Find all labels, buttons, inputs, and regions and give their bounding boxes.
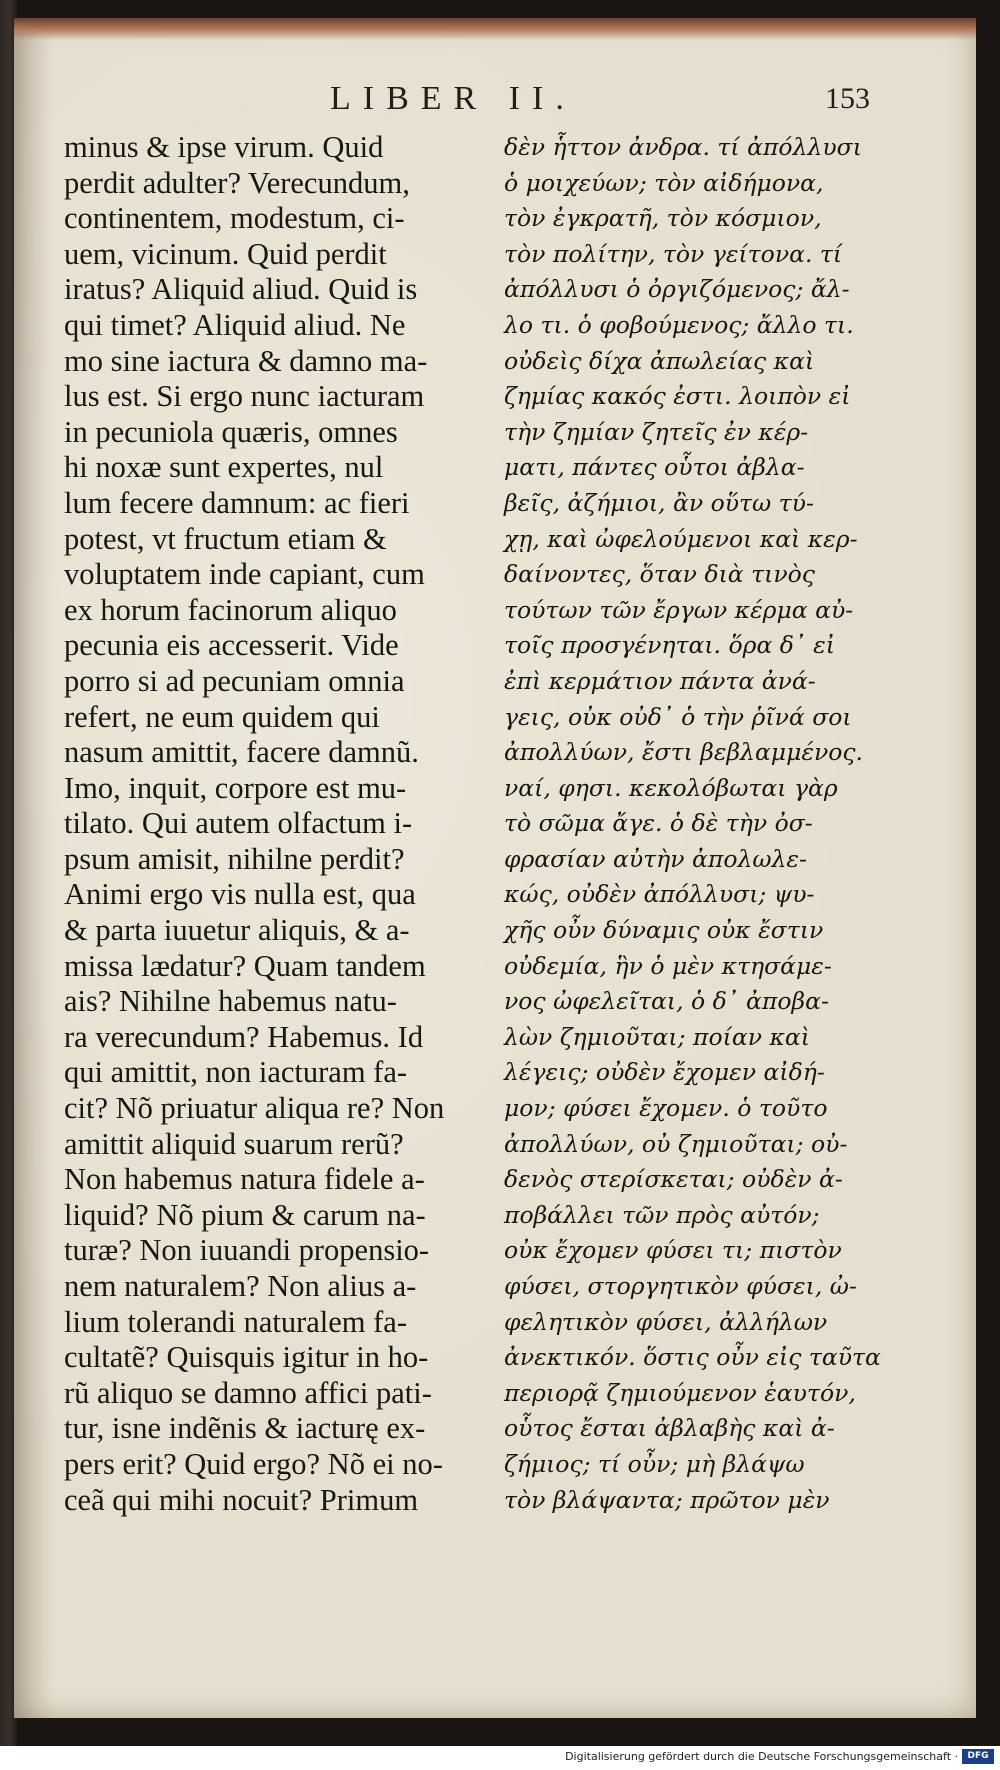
greek-text-line: λὼν ζημιοῦται; ποίαν καὶ <box>504 1022 810 1051</box>
latin-text-line: pers erit? Quid ergo? Nõ ei no- <box>64 1446 443 1481</box>
greek-text-line: τοῖς προσγένηται. ὅρα δ᾽ εἰ <box>504 631 835 660</box>
running-title: LIBER II. <box>330 80 576 117</box>
latin-text-line: minus & ipse virum. Quid <box>64 130 384 164</box>
latin-text-line: ra verecundum? Habemus. Id <box>64 1019 424 1054</box>
greek-text-line: λο τι. ὁ φοβούμενος; ἄλλο τι. <box>504 310 854 339</box>
greek-text-line: τὸν πολίτην, τὸν γείτονα. τί <box>504 239 843 268</box>
latin-text-line: refert, ne eum quidem qui <box>64 699 380 734</box>
greek-text-line: τούτων τῶν ἔργων κέρμα αὐ- <box>504 595 854 624</box>
greek-text-line: ἀπολλύων, ἔστι βεβλαμμένος. <box>504 738 864 767</box>
latin-text-line: mo sine iactura & damno ma- <box>64 343 428 378</box>
latin-text-line: qui amittit, non iacturam fa- <box>64 1055 408 1090</box>
greek-text-line: δὲν ἧττον ἀνδρα. τί ἀπόλλυσι <box>504 133 862 161</box>
greek-text-line: ἀνεκτικόν. ὅστις οὖν εἰς ταῦτα <box>504 1343 881 1372</box>
dfg-logo: DFG <box>962 1749 994 1764</box>
greek-text-line: ἐπὶ κερμάτιον πάντα ἀνά- <box>504 666 816 695</box>
greek-text-line: οὗτος ἔσται ἀβλαβὴς καὶ ἀ- <box>504 1414 835 1443</box>
greek-text-line: ἀπολλύων, οὐ ζημιοῦται; οὐ- <box>504 1129 848 1158</box>
greek-text-line: δενὸς στερίσκεται; οὐδὲν ἀ- <box>504 1165 843 1194</box>
latin-text-line: lum fecere damnum: ac fieri <box>64 485 410 520</box>
latin-text-line: nasum amittit, facere damnũ. <box>64 735 419 770</box>
greek-text-line: οὐκ ἔχομεν φύσει τι; πιστὸν <box>504 1236 842 1265</box>
greek-text-line: λέγεις; οὐδὲν ἔχομεν αἰδή- <box>504 1058 825 1087</box>
funding-credit: Digitalisierung gefördert durch die Deutsche Forschungsgemeinschaft · <box>565 1750 958 1763</box>
greek-text-line: χῆς οὖν δύναμις οὐκ ἔστιν <box>504 916 824 945</box>
latin-text-line: & parta iuuetur aliquis, & a- <box>64 913 410 948</box>
page-number: 153 <box>825 82 870 115</box>
latin-text-line: cultatẽ? Quisquis igitur in ho- <box>64 1340 429 1375</box>
greek-text-line: οὐδεμία, ἣν ὁ μὲν κτησάμε- <box>504 951 832 980</box>
latin-text-line: liquid? Nõ pium & carum na- <box>64 1197 426 1232</box>
page-edge <box>14 18 976 40</box>
latin-text-line: qui timet? Aliquid aliud. Ne <box>64 307 406 342</box>
greek-text-line: μον; φύσει ἔχομεν. ὁ τοῦτο <box>504 1094 828 1123</box>
greek-text-line: φελητικὸν φύσει, ἀλλήλων <box>504 1307 828 1336</box>
digitization-footer <box>0 1746 1000 1770</box>
greek-text-line: δαίνοντες, ὅταν διὰ τινὸς <box>504 560 815 589</box>
latin-text-line: continentem, modestum, ci- <box>64 201 405 236</box>
latin-text-line: amittit aliquid suarum rerũ? <box>64 1126 404 1161</box>
latin-text-line: tilato. Qui autem olfactum i- <box>64 806 413 841</box>
latin-text-line: turæ? Non iuuandi propensio- <box>64 1233 430 1268</box>
greek-text-line: περιορᾷ ζημιούμενον ἑαυτόν, <box>504 1378 856 1407</box>
latin-text-line: iratus? Aliquid aliud. Quid is <box>64 272 418 307</box>
greek-text-line: κώς, οὐδὲν ἀπόλλυσι; ψυ- <box>504 880 815 909</box>
page-header <box>330 80 870 130</box>
greek-text-line: χῃ, καὶ ὠφελούμενοι καὶ κερ- <box>504 524 858 553</box>
latin-text-line: tur, isne indẽnis & iacturę ex- <box>64 1411 426 1446</box>
latin-text-line: pecunia eis accesserit. Vide <box>64 628 399 663</box>
latin-column <box>64 130 534 1518</box>
latin-text-line: porro si ad pecuniam omnia <box>64 663 405 698</box>
greek-text-line: οὐδεὶς δίχα ἀπωλείας καὶ <box>504 346 815 375</box>
greek-text-line: ζημίας κακός ἐστι. λοιπὸν εἰ <box>504 382 851 411</box>
latin-text-line: ceã qui mihi nocuit? Primum <box>64 1482 419 1517</box>
greek-text-line: ἀπόλλυσι ὁ ὀργιζόμενος; ἄλ- <box>504 275 850 304</box>
greek-text-line: τὸ σῶμα ἄγε. ὁ δὲ τὴν ὀσ- <box>504 809 813 838</box>
latin-text-line: voluptatem inde capiant, cum <box>64 557 425 592</box>
latin-text-line: lium tolerandi naturalem fa- <box>64 1304 407 1339</box>
latin-text-line: potest, vt fructum etiam & <box>64 521 387 556</box>
latin-text-line: lus est. Si ergo nunc iacturam <box>64 379 425 414</box>
greek-column <box>504 130 914 1518</box>
latin-text-line: ais? Nihilne habemus natu- <box>64 984 397 1019</box>
latin-text-line: Animi ergo vis nulla est, qua <box>64 877 416 912</box>
latin-text-line: Imo, inquit, corpore est mu- <box>64 770 407 805</box>
greek-text-line: φύσει, στοργητικὸν φύσει, ὠ- <box>504 1272 857 1300</box>
greek-text-line: ποβάλλει τῶν πρὸς αὐτόν; <box>504 1200 820 1229</box>
latin-text-line: hi noxæ sunt expertes, nul <box>64 450 384 485</box>
greek-text-line: τὴν ζημίαν ζητεῖς ἐν κέρ- <box>504 417 809 446</box>
greek-text-line: ναί, φησι. κεκολόβωται γὰρ <box>504 773 838 802</box>
latin-text-line: perdit adulter? Verecundum, <box>64 165 410 200</box>
greek-text-line: ὁ μοιχεύων; τὸν αἰδήμονα, <box>504 168 824 197</box>
latin-text-line: in pecuniola quæris, omnes <box>64 414 398 449</box>
greek-text-line: νος ὠφελεῖται, ὁ δ᾽ ἀποβα- <box>504 987 829 1016</box>
greek-text-line: ζήμιος; τί οὖν; μὴ βλάψω <box>504 1449 805 1478</box>
greek-text-line: ματι, πάντες οὗτοι ἀβλα- <box>504 453 805 482</box>
latin-text-line: ex horum facinorum aliquo <box>64 592 397 627</box>
latin-text-line: missa lædatur? Quam tandem <box>64 948 426 983</box>
latin-text-line: cit? Nõ priuatur aliqua re? Non <box>64 1091 445 1126</box>
latin-text-line: nem naturalem? Non alius a- <box>64 1269 417 1303</box>
latin-text-line: Non habemus natura fidele a- <box>64 1162 425 1197</box>
latin-text-line: uem, vicinum. Quid perdit <box>64 236 387 271</box>
greek-text-line: τὸν βλάψαντα; πρῶτον μὲν <box>504 1485 830 1514</box>
book-page <box>14 18 976 1718</box>
greek-text-line: γεις, οὐκ οὐδ᾽ ὁ τὴν ῥῖνά σοι <box>504 702 852 731</box>
latin-text-line: rũ aliquo se damno affici pati- <box>64 1375 432 1410</box>
latin-text-line: psum amisit, nihilne perdit? <box>64 841 405 876</box>
greek-text-line: τὸν ἐγκρατῆ, τὸν κόσμιον, <box>504 204 822 233</box>
greek-text-line: βεῖς, ἀζήμιοι, ἂν οὕτω τύ- <box>504 488 814 517</box>
greek-text-line: φρασίαν αὐτὴν ἀπολωλε- <box>504 844 807 873</box>
